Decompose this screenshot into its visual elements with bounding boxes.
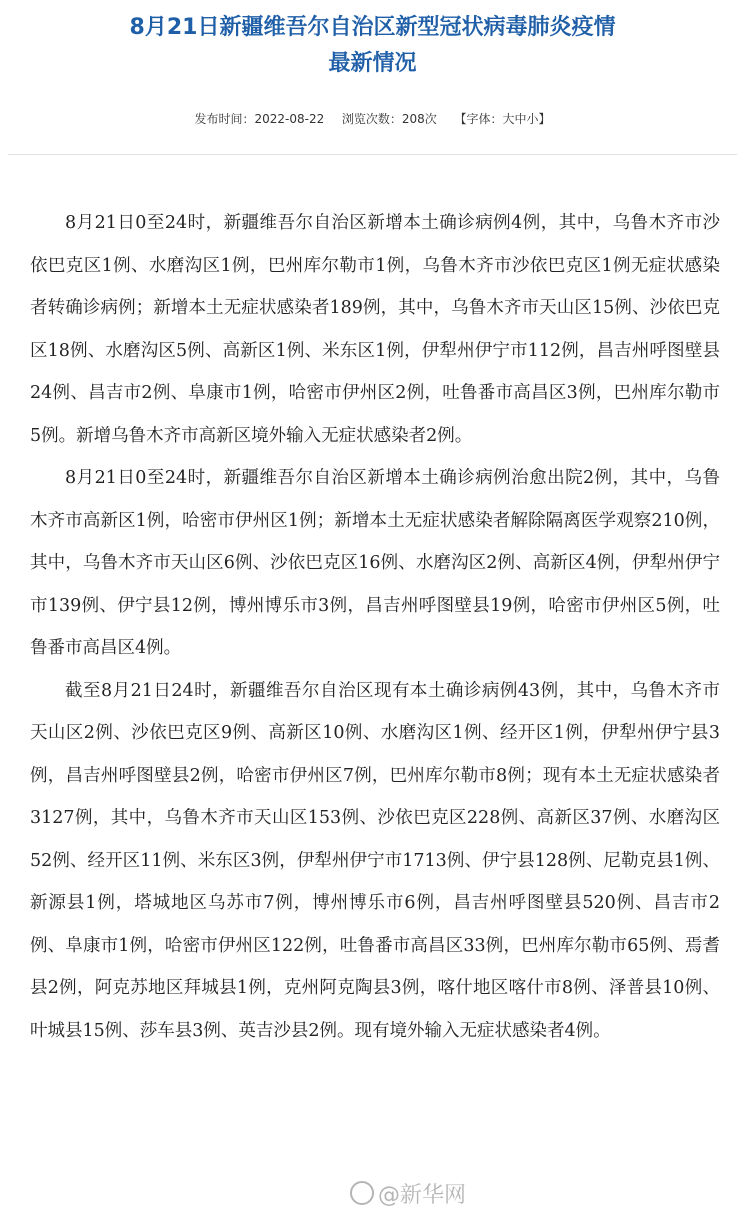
views-label: 浏览次数： [341,112,402,126]
watermark-text: @新华网 [378,1183,467,1208]
font-size-close: 】 [538,112,551,126]
publish-label: 发布时间： [194,112,255,126]
paragraph-new-cases: 8月21日0至24时，新疆维吾尔自治区新增本土确诊病例4例，其中，乌鲁木齐市沙依巴克区1例、水磨沟区1例，巴州库尔勒市1例，乌鲁木齐市沙依巴克区1例无症状感染者转确诊病例；新增本土无症状感染者189例，其中，乌鲁木齐市天山区15例、沙依巴克区18例、水磨沟区5例、高新区1例、米东区1例，伊犁州伊宁市112例，昌吉州呼图壁县24例、昌吉市2例、阜康市1例，哈密市伊州区2例，吐鲁番市高昌区3例，巴州库尔勒市5例。新增乌鲁木齐市高新区境外输入无症状感染者2例。 [30,213,720,446]
header-divider [8,154,737,155]
title-line-1: 8月21日新疆维吾尔自治区新型冠状病毒肺炎疫情 [129,15,616,40]
article-body [30,202,720,1052]
article-meta [0,110,745,127]
views-count: 208次 [401,112,437,126]
font-size-large-link[interactable]: 大 [502,112,515,126]
font-size-label: 【字体： [454,112,503,126]
weibo-logo-icon [350,1181,374,1205]
article-title [0,10,745,82]
font-size-small-link[interactable]: 小 [526,112,539,126]
title-line-2: 最新情况 [328,51,417,76]
paragraph-current-totals: 截至8月21日24时，新疆维吾尔自治区现有本土确诊病例43例，其中，乌鲁木齐市天山区2例、沙依巴克区9例、高新区10例、水磨沟区1例、经开区1例，伊犁州伊宁县3例，昌吉州呼图壁县2例，哈密市伊州区7例，巴州库尔勒市8例；现有本土无症状感染者3127例，其中，乌鲁木齐市天山区153例、沙依巴克区228例、高新区37例、水磨沟区52例、经开区11例、米东区3例，伊犁州伊宁市1713例、伊宁县128例、尼勒克县1例、新源县1例，塔城地区乌苏市7例，博州博乐市6例，昌吉州呼图壁县520例、昌吉市2例、阜康市1例，哈密市伊州区122例，吐鲁番市高昌区33例，巴州库尔勒市65例、焉耆县2例，阿克苏地区拜城县1例，克州阿克陶县3例，喀什地区喀什市8例、泽普县10例、叶城县15例、莎车县3例、英吉沙县2例。现有境外输入无症状感染者4例。 [30,680,720,1041]
publish-date: 2022-08-22 [254,112,325,126]
watermark [350,1178,466,1209]
paragraph-recoveries: 8月21日0至24时，新疆维吾尔自治区新增本土确诊病例治愈出院2例，其中，乌鲁木齐市高新区1例，哈密市伊州区1例；新增本土无症状感染者解除隔离医学观察210例，其中，乌鲁木齐市天山区6例、沙依巴克区16例、水磨沟区2例、高新区4例，伊犁州伊宁市139例、伊宁县12例，博州博乐市3例，昌吉州呼图壁县19例，哈密市伊州区5例，吐鲁番市高昌区4例。 [30,468,720,658]
font-size-medium-link[interactable]: 中 [514,112,527,126]
